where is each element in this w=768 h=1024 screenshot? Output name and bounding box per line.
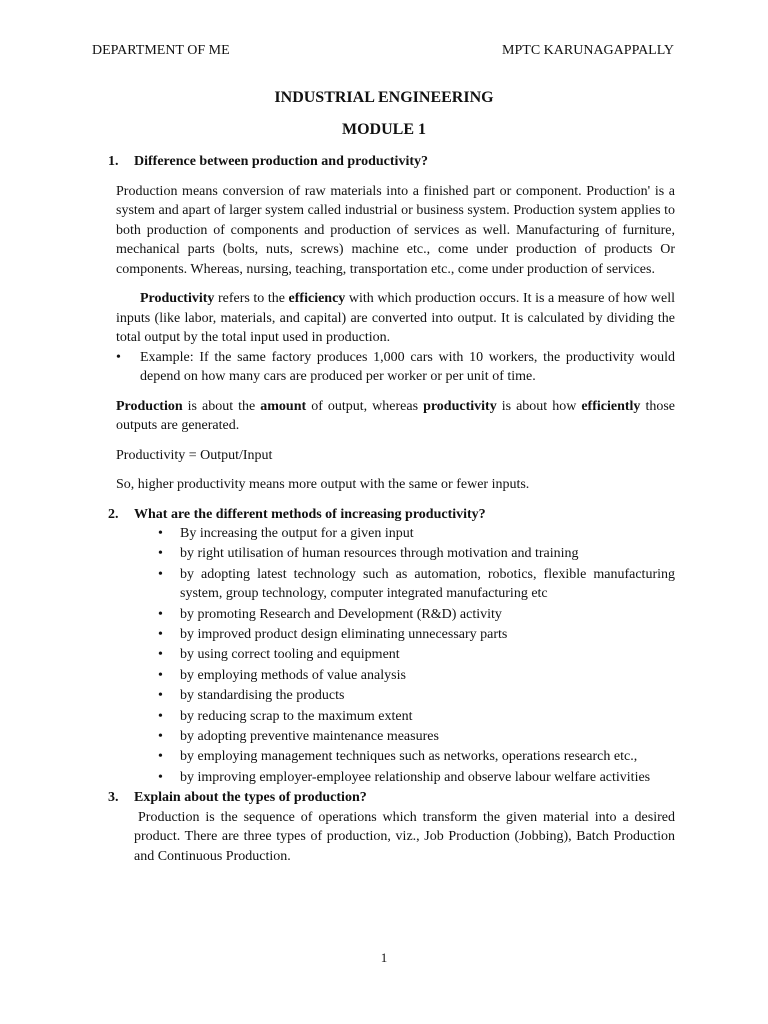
question-2-heading: [108, 505, 675, 525]
header-department: DEPARTMENT OF ME: [92, 43, 230, 58]
method-item: • by adopting latest technology such as automation, robotics, flexible manufacturing system, group technology, computer integrated manufacturing etc: [180, 565, 675, 604]
question-3-text: Explain about the types of production?: [134, 790, 367, 806]
productivity-term: Productivity: [140, 291, 215, 306]
comparison-text-4: those outputs are generated.: [116, 398, 675, 433]
question-1-heading: [108, 152, 675, 172]
productivity-text-2: with which production occurs. It is a measure of how well inputs (like labor, materials, and capital) are converted into output. It is calculated by dividing the total output by the total input used in production.: [116, 291, 675, 345]
productivity-methods-list: [180, 524, 675, 787]
comparison-productivity: productivity: [423, 398, 497, 414]
question-3-heading: [108, 788, 675, 808]
page-number: 1: [380, 950, 388, 965]
method-item: • by using correct tooling and equipment: [180, 645, 675, 665]
productivity-formula: Productivity = Output/Input: [116, 447, 273, 463]
method-item: • By increasing the output for a given input: [180, 524, 675, 544]
question-1-number: 1.: [108, 154, 119, 169]
productivity-conclusion: So, higher productivity means more output with the same or fewer inputs.: [116, 477, 530, 492]
method-item: • by right utilisation of human resources through motivation and training: [180, 544, 675, 564]
question-1-text: Difference between production and productivity?: [134, 154, 428, 169]
example-item: • Example: If the same factory produces 1,000 cars with 10 workers, the productivity would depend on how many cars are produced per worker or per unit of time.: [116, 348, 675, 387]
header-institution: MPTC KARUNAGAPPALLY: [502, 43, 674, 58]
productivity-paragraph: [116, 289, 675, 348]
method-item: • by improved product design eliminating unnecessary parts: [180, 625, 675, 645]
document-body: [108, 152, 675, 866]
comparison-amount: amount: [260, 398, 307, 414]
method-item: • by improving employer-employee relationship and observe labour welfare activities: [180, 768, 675, 788]
question-3-number: 3.: [108, 790, 119, 806]
method-item: • by adopting preventive maintenance measures: [180, 727, 675, 747]
comparison-production: Production: [116, 398, 183, 414]
comparison-text-2: of output, whereas: [306, 398, 424, 414]
method-item: • by reducing scrap to the maximum extent: [180, 707, 675, 727]
method-item: • by promoting Research and Development (R&D) activity: [180, 605, 675, 625]
comparison-text-1: is about the: [182, 398, 261, 414]
comparison-efficiently: efficiently: [581, 398, 641, 414]
running-header: [92, 41, 674, 61]
production-paragraph: Production means conversion of raw materials into a finished part or component. Production' is a system and apart of larger system called industrial or business system. Production system applies to both production of components and production of services as well. Manufacturing of furniture, mechanical parts (bolts, nuts, screws) machine etc., come under production of products Or components. Whereas, nursing, teaching, transportation etc., come under production of services.: [116, 183, 675, 277]
method-item: • by employing management techniques such as networks, operations research etc.,: [180, 747, 675, 767]
comparison-text-3: is about how: [496, 398, 582, 414]
productivity-text-1: refers to the: [214, 291, 289, 306]
efficiency-term: efficiency: [288, 291, 346, 306]
method-item: • by standardising the products: [180, 686, 675, 706]
comparison-paragraph: [116, 397, 675, 436]
document-title: INDUSTRIAL ENGINEERING: [274, 89, 494, 106]
method-item: • by employing methods of value analysis: [180, 666, 675, 686]
question-2-text: What are the different methods of increasing productivity?: [134, 506, 486, 522]
example-list: [116, 348, 675, 387]
question-2-number: 2.: [108, 506, 119, 522]
production-types-paragraph: Production is the sequence of operations which transform the given material into a desired product. There are three types of production, viz., Job Production (Jobbing), Batch Production and Continuous Production.: [134, 809, 675, 864]
question-3-answer: [134, 808, 675, 867]
module-title: MODULE 1: [342, 121, 426, 138]
